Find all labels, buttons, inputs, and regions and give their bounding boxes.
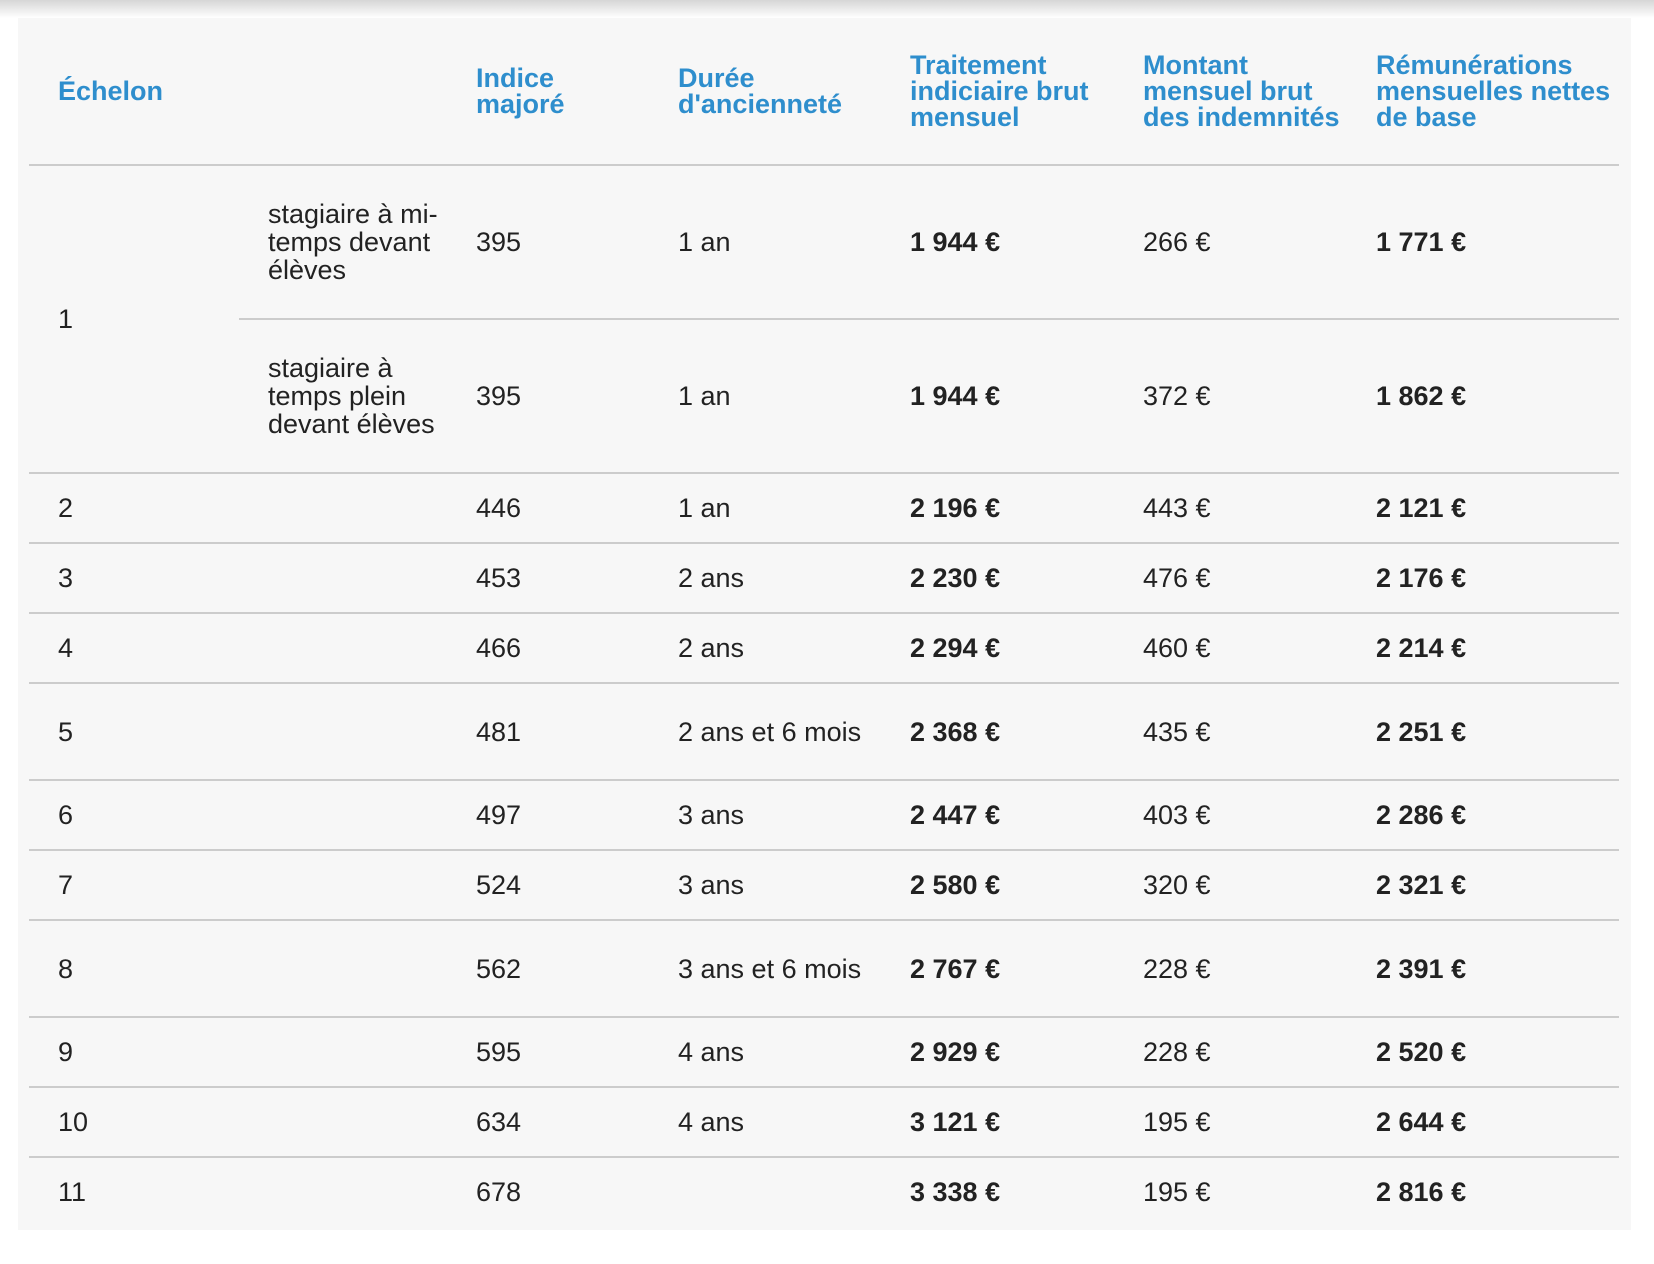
table-row [29,543,1619,613]
traitement-cell: 2 230 € [881,543,1114,613]
echelon-cell: 4 [29,613,447,683]
traitement-cell: 1 944 € [881,319,1114,473]
header-montant-indemnites: Montant mensuel brut des indemnités [1114,18,1347,165]
duree-cell: 1 an [649,473,881,543]
header-traitement-brut: Traitement indiciaire brut mensuel [881,18,1114,165]
header-echelon: Échelon [29,18,447,165]
remuneration-cell: 2 214 € [1347,613,1619,683]
duree-cell: 3 ans [649,780,881,850]
montant-cell: 266 € [1114,165,1347,319]
remuneration-cell: 2 391 € [1347,920,1619,1017]
remuneration-cell: 1 771 € [1347,165,1619,319]
echelon-cell: 1 [29,165,239,473]
table-row [29,165,1619,319]
table-row [29,683,1619,780]
indice-cell: 446 [447,473,649,543]
duree-cell: 3 ans [649,850,881,920]
remuneration-cell: 2 251 € [1347,683,1619,780]
duree-cell: 4 ans [649,1017,881,1087]
montant-cell: 460 € [1114,613,1347,683]
traitement-cell: 1 944 € [881,165,1114,319]
duree-cell: 1 an [649,165,881,319]
table-row [29,1087,1619,1157]
salary-table-panel [18,18,1631,1230]
montant-cell: 372 € [1114,319,1347,473]
indice-cell: 678 [476,1177,522,1207]
header-remunerations-nettes: Rémunérations mensuelles nettes de base [1347,18,1619,165]
montant-cell: 476 € [1114,543,1347,613]
montant-cell: 195 € [1114,1087,1347,1157]
echelon-cell: 7 [29,850,447,920]
indice-cell: 562 [447,920,649,1017]
echelon-cell: 9 [29,1017,447,1087]
header-duree-anciennete: Durée d'ancienneté [649,18,881,165]
traitement-cell: 2 929 € [881,1017,1114,1087]
duree-cell: 1 an [649,319,881,473]
traitement-cell: 2 294 € [881,613,1114,683]
sub-category-cell: stagiaire à mi-temps devant élèves [239,165,447,319]
header-row [29,18,1619,165]
indice-cell: 395 [447,165,649,319]
echelon-cell: 5 [29,683,447,780]
header-indice-majore: Indice majoré [447,18,649,165]
traitement-cell: 2 767 € [881,920,1114,1017]
remuneration-cell: 2 644 € [1347,1087,1619,1157]
duree-cell: 3 ans et 6 mois [649,920,881,1017]
traitement-cell: 2 196 € [881,473,1114,543]
echelon-cell: 11 [58,1177,87,1207]
echelon-cell: 10 [29,1087,447,1157]
traitement-cell: 2 447 € [881,780,1114,850]
table-row [29,920,1619,1017]
indice-cell: 634 [447,1087,649,1157]
indice-cell: 497 [447,780,649,850]
montant-cell: 443 € [1114,473,1347,543]
montant-cell: 403 € [1114,780,1347,850]
top-shadow [0,0,1654,18]
echelon-cell: 6 [29,780,447,850]
remuneration-cell: 2 816 € [1376,1177,1467,1207]
remuneration-cell: 2 176 € [1347,543,1619,613]
indice-cell: 595 [447,1017,649,1087]
echelon-cell: 8 [29,920,447,1017]
table-row [29,1017,1619,1087]
indice-cell: 524 [447,850,649,920]
remuneration-cell: 2 520 € [1347,1017,1619,1087]
duree-cell [649,1157,881,1226]
indice-cell: 481 [447,683,649,780]
montant-cell: 228 € [1114,920,1347,1017]
duree-cell: 2 ans [649,613,881,683]
duree-cell: 2 ans et 6 mois [649,683,881,780]
remuneration-cell: 1 862 € [1347,319,1619,473]
montant-cell: 320 € [1114,850,1347,920]
remuneration-cell: 2 286 € [1347,780,1619,850]
sub-category-cell: stagiaire à temps plein devant élèves [239,319,447,473]
salary-grid-table [29,18,1619,1226]
duree-cell: 4 ans [649,1087,881,1157]
montant-cell: 228 € [1114,1017,1347,1087]
table-row [29,850,1619,920]
remuneration-cell: 2 121 € [1347,473,1619,543]
traitement-cell: 3 121 € [881,1087,1114,1157]
traitement-cell: 2 368 € [881,683,1114,780]
traitement-cell: 3 338 € [910,1177,1001,1207]
traitement-cell: 2 580 € [881,850,1114,920]
indice-cell: 453 [447,543,649,613]
table-row [29,1157,1619,1226]
table-row [29,613,1619,683]
table-row [29,319,1619,473]
table-row [29,473,1619,543]
table-row [29,780,1619,850]
montant-cell: 195 € [1143,1177,1211,1207]
remuneration-cell: 2 321 € [1347,850,1619,920]
indice-cell: 395 [447,319,649,473]
montant-cell: 435 € [1114,683,1347,780]
duree-cell: 2 ans [649,543,881,613]
indice-cell: 466 [447,613,649,683]
echelon-cell: 2 [29,473,447,543]
echelon-cell: 3 [29,543,447,613]
